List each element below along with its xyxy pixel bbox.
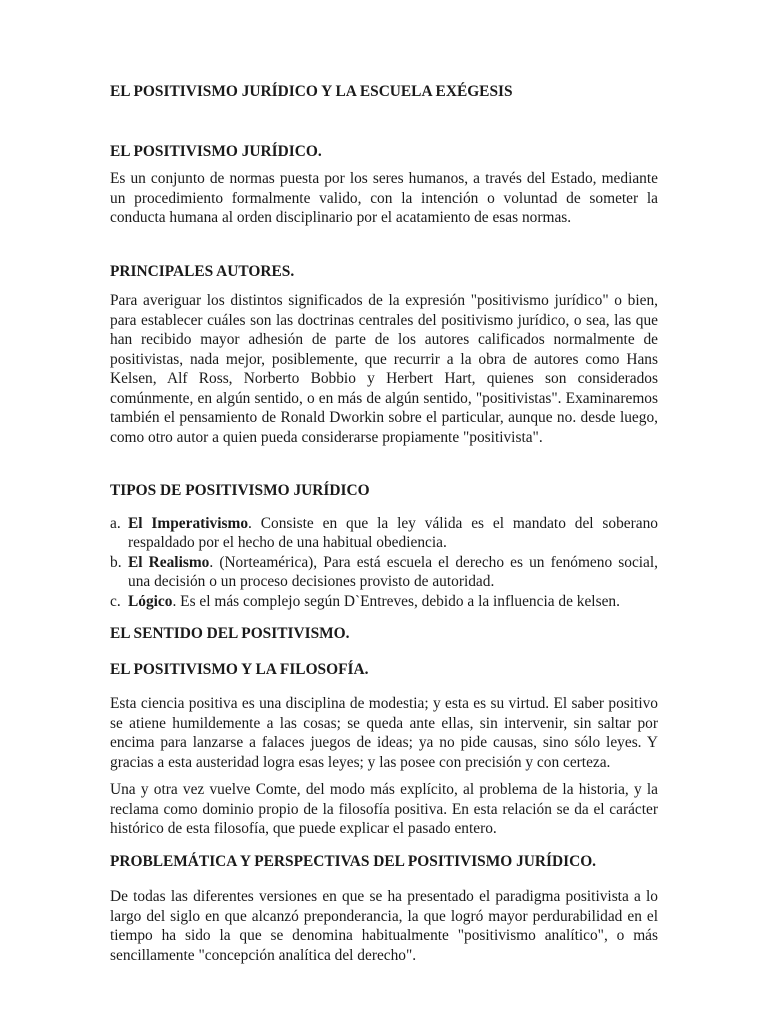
heading-filosofia: EL POSITIVISMO Y LA FILOSOFÍA. xyxy=(110,660,369,678)
paragraph-problematica: De todas las diferentes versiones en que se ha presentado el paradigma positivista a lo largo del siglo en que alcanzó preponderancia, la que logró mayor perdurabilidad en el tiempo ha sido la que se denomina habitualmente "positivismo analítico", o más sencillamente "concepción analítica del derecho". xyxy=(110,888,658,964)
list-item-text: . (Norteamérica), Para está escuela el derecho es un fenómeno social, una decisión o un proceso decisiones provisto de autoridad. xyxy=(128,553,659,590)
heading-positivismo: EL POSITIVISMO JURÍDICO. xyxy=(110,142,322,160)
list-item-term: El Imperativismo xyxy=(128,514,249,532)
list-item-term: Lógico xyxy=(128,592,173,610)
list-item xyxy=(110,514,658,553)
list-item-text: . Consiste en que la ley válida es el mandato del soberano respaldado por el hecho de una habitual obediencia. xyxy=(128,514,658,551)
heading-autores: PRINCIPALES AUTORES. xyxy=(110,262,295,280)
paragraph-positivismo: Es un conjunto de normas puesta por los seres humanos, a través del Estado, mediante un procedimiento formalmente valido, con la intención o voluntad de someter la conducta humana al orden disciplinario por el acatamiento de esas normas. xyxy=(110,170,658,226)
heading-tipos: TIPOS DE POSITIVISMO JURÍDICO xyxy=(110,482,370,499)
list-item xyxy=(110,592,658,612)
list-marker: b. xyxy=(110,553,122,571)
list-marker: a. xyxy=(110,514,121,532)
document-title: EL POSITIVISMO JURÍDICO Y LA ESCUELA EXÉGESIS xyxy=(110,83,513,100)
tipos-list xyxy=(110,514,658,612)
heading-problematica: PROBLEMÁTICA Y PERSPECTIVAS DEL POSITIVISMO JURÍDICO. xyxy=(110,852,597,870)
list-marker: c. xyxy=(110,592,121,610)
list-item-term: El Realismo xyxy=(128,553,210,571)
paragraph-filosofia-2: Una y otra vez vuelve Comte, del modo más explícito, al problema de la historia, y la reclama como dominio propio de la filosofía positiva. En esta relación se da el carácter histórico de esta filosofía, que puede explicar el pasado entero. xyxy=(110,781,658,837)
document-body xyxy=(110,82,658,965)
paragraph-filosofia-1: Esta ciencia positiva es una disciplina de modestia; y esta es su virtud. El saber positivo se atiene humildemente a las cosas; se queda ante ellas, sin intervenir, sin saltar por encima para lanzarse a falaces juegos de ideas; ya no pide causas, sino sólo leyes. Y gracias a esta austeridad logra esas leyes; y las posee con precisión y con certeza. xyxy=(110,695,658,771)
list-item xyxy=(110,553,658,592)
paragraph-autores: Para averiguar los distintos significados de la expresión "positivismo jurídico" o bien, para establecer cuáles son las doctrinas centrales del positivismo jurídico, o sea, las que han recibido mayor adhesión de parte de los autores calificados normalmente de positivistas, nada mejor, posiblemente, que recurrir a la obra de autores como Hans Kelsen, Alf Ross, Norberto Bobbio y Herbert Hart, quienes son considerados comúnmente, en algún sentido, o en más de algún sentido, "positivistas". Examinaremos también el pensamiento de Ronald Dworkin sobre el particular, aunque no. desde luego, como otro autor a quien pueda considerarse propiamente "positivista". xyxy=(110,292,658,446)
list-item-text: . Es el más complejo según D`Entreves, debido a la influencia de kelsen. xyxy=(172,592,620,610)
heading-sentido: EL SENTIDO DEL POSITIVISMO. xyxy=(110,625,350,642)
